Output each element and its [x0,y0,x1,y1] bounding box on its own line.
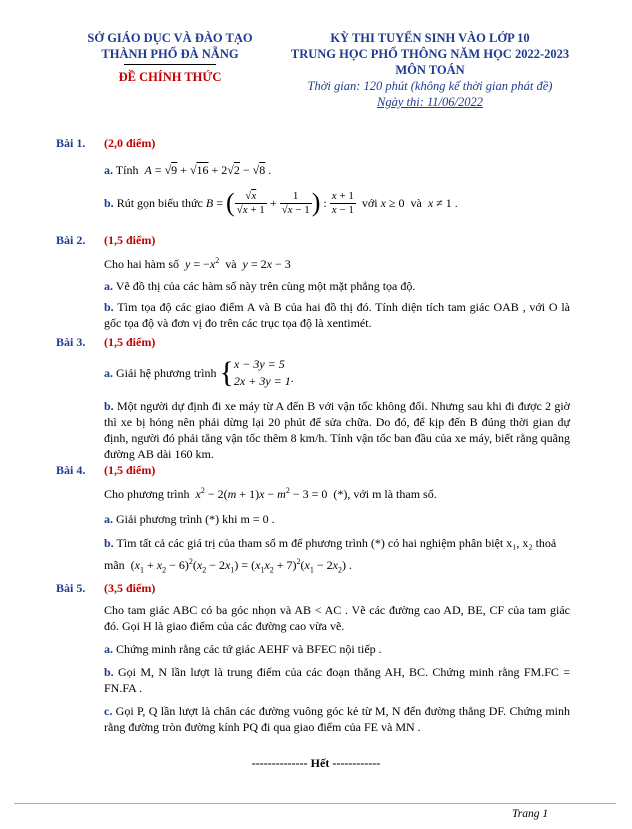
bai1-a-label: a. [104,163,113,177]
bai4-label: Bài 4. [56,463,86,477]
bai2-b-label: b. [104,300,114,314]
bai1-b-and: và [410,195,422,210]
bai2-a-label: a. [104,279,113,293]
bai4-b-text: Tìm tất cả các giá trị của tham số m để phương trình (*) có hai nghiệm phân biệt x₁, x₂ thoả [116,536,557,550]
bai5-points: (3,5 điểm) [104,581,156,595]
bai5-b [104,664,570,696]
bai4-b-label: b. [104,536,114,550]
bai1-a: a. Tính A = √9 + √16 + 2√2 − √8 . [104,163,272,177]
dept-line2: THÀNH PHỐ ĐÀ NẴNG [101,47,239,61]
bai3-b [104,398,570,462]
page-number: Trang 1 [512,808,549,820]
exam-date: Ngày thi: 11/06/2022 [376,95,483,109]
duration: Thời gian: 120 phút (không kể thời gian phát đề) [307,79,553,93]
bai3-label: Bài 3. [56,335,86,349]
bai1-b-text: Rút gọn biểu thức [116,195,203,210]
bai1-a-text: Tính [115,163,139,177]
bai5-label: Bài 5. [56,581,86,595]
subject: MÔN TOÁN [395,63,465,77]
bai4-intro-tail: (*), với m là tham số. [333,487,437,501]
bai3-eq2: 2x + 3y = 1 [233,374,291,388]
bai3-eq1: x − 3y = 5 [233,357,285,371]
bai2-a-text: Vẽ đồ thị của các hàm số này trên cùng một mặt phẳng tọa độ. [115,279,416,293]
bai3-points: (1,5 điểm) [104,335,156,349]
bai2-intro-text: Cho hai hàm số [104,257,179,271]
bai4-b-condition: mãn $(x_1 + x_2 - 6)^2(x_2 - 2x_1) = (x_1x_2 + 7)^2(x_1 - 2x_2)$ . [104,557,352,575]
bai4-b-man: mãn [104,558,125,572]
bai2-points: (1,5 điểm) [104,233,156,247]
bai5-a-label: a. [104,642,113,656]
exam-title: KỲ THI TUYỂN SINH VÀO LỚP 10 [330,31,530,45]
bai1-b-label: b. [104,195,114,210]
bai1-a-expr: A [141,163,152,177]
bai5-b-label: b. [104,665,114,679]
bai1-b-cond: với [361,195,378,210]
bai5-a [104,641,570,657]
bai2-label: Bài 2. [56,233,86,247]
bai5-intro: Cho tam giác ABC có ba góc nhọn và AB < AC . Vẽ các đường cao AD, BE, CF của tam giác đó. Gọi H là giao điểm của các đường cao vừa vẽ. [104,603,570,633]
bai4-intro: Cho phương trình $x^2 - 2(m + 1)x - m^2 - 3 = 0$ (*), với m là tham số. [104,486,437,501]
bai3-a-text: Giải hệ phương trình [116,365,217,380]
bai2-intro: Cho hai hàm số $y = -x^2$ và y = 2x − 3 [104,256,291,271]
bai4-a-text: Giải phương trình (*) khi m = 0 . [116,512,275,526]
bai5-a-text: Chứng minh rằng các tứ giác AEHF và BFEC nội tiếp . [116,642,382,656]
bai3-a: a. Giải hệ phương trình { x − 3y = 5 2x + 3y = 1 . [104,356,294,389]
bai3-b-text: Một người dự định đi xe máy từ A đến B với vận tốc không đổi. Nhưng sau khi đi được 2 giờ thì xe bị hỏng nên phải dừng lại 20 phút để sửa chữa. Do đó, để kịp đến B đúng thời gian dự định, người đó phải tăng vận tốc thêm 8 km/h. Tính vận tốc ban đầu của xe máy, biết rằng quãng đường AB dài 160 km. [104,399,571,461]
bai1-b: b. Rút gọn biểu thức B = ( $\frac{√x}{√x + 1}$ + $\frac{1}{√x - 1}$ ) : $\frac{x + 1}{x - 1}$ với x ≥ 0 và x ≠ 1 . [104,188,458,217]
official-label: ĐỀ CHÍNH THỨC [118,70,222,84]
bai2-a [104,278,570,294]
bai5-c [104,703,570,735]
bai3-a-label: a. [104,365,113,380]
bai4-a-label: a. [104,512,113,526]
bai1-label: Bài 1. [56,136,86,150]
school-year: TRUNG HỌC PHỔ THÔNG NĂM HỌC 2022-2023 [290,47,570,61]
end-marker: -------------- Hết ------------ [251,756,381,770]
dept-line1: SỞ GIÁO DỤC VÀ ĐÀO TẠO [87,31,253,45]
bai5-b-text: Gọi M, N lần lượt là trung điểm của các đoạn thẳng AH, BC. Chứng minh rằng FM.FC = FN.FA . [104,665,570,695]
footer-rule [14,803,616,804]
bai4-a [104,512,275,527]
bai2-intro-and: và [225,257,237,271]
bai5-c-label: c. [104,704,113,718]
bai5-c-text: Gọi P, Q lần lượt là chân các đường vuông góc kẻ từ M, N đến đường thẳng DF. Chứng minh rằng đường tròn đường kính PQ đi qua giao điểm của FE và MN . [104,704,571,734]
bai2-b [104,299,570,331]
header-left [50,30,290,85]
header-divider [124,64,216,65]
bai4-intro-text: Cho phương trình [104,487,190,501]
header-right [270,30,590,110]
bai4-b [104,535,570,551]
bai1-points: (2,0 điểm) [104,136,156,150]
bai1-b-expr: B [205,195,214,210]
bai4-points: (1,5 điểm) [104,463,156,477]
bai2-b-text: Tìm tọa độ các giao điểm A và B của hai đồ thị đó. Tính diện tích tam giác OAB , với O là gốc tọa độ và đơn vị đo trên các trục tọa độ là xentimét. [104,300,570,330]
bai3-b-label: b. [104,399,114,413]
